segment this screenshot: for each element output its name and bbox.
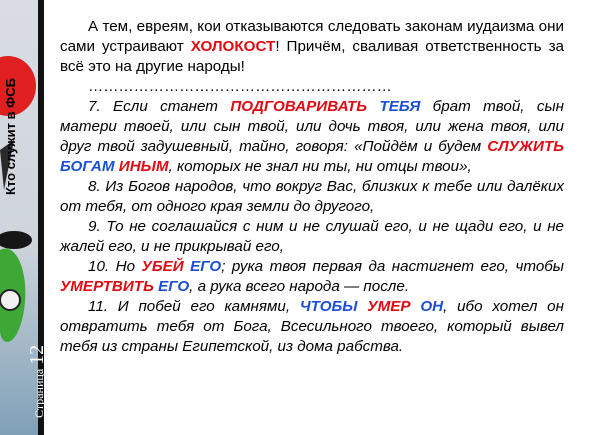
text-run: брат твой, сын матери твоей, или сын твой, или дочь твоя, или жена твоя, или друг твой задушевный, тайно, говоря: «Пойдём и будем xyxy=(60,98,564,155)
text-run: 7. Если станет xyxy=(88,98,231,115)
highlight-blue: ЧТОБЫ xyxy=(299,298,358,315)
separator-dots: …………………………………………………… xyxy=(88,78,392,95)
page-label: Страница xyxy=(32,368,46,418)
text-run: 11. И побей его камнями, xyxy=(88,298,300,315)
paragraph-intro xyxy=(60,17,564,77)
sidebar-title: Кто служит в ФСБ xyxy=(3,77,18,195)
text-run: 10. Но xyxy=(88,258,142,275)
verse-9: 9. То не соглашайся с ним и не слушай его, и не щади его, и не жалей его, и не прикрывай его, xyxy=(60,218,564,255)
text-run xyxy=(367,98,379,115)
highlight-red: ПОДГОВАРИВАТЬ xyxy=(230,98,368,115)
highlight-red: ИНЫМ xyxy=(118,158,169,175)
highlight-blue: ЕГО xyxy=(158,278,190,295)
highlight-blue: ЕГО xyxy=(190,258,222,275)
sidebar xyxy=(0,0,48,435)
highlight-red: УМЕРТВИТЬ xyxy=(60,278,154,295)
highlight-blue: ОН xyxy=(420,298,444,315)
sunglasses-shape xyxy=(0,231,32,249)
page-number: 12 xyxy=(26,344,48,365)
highlight-red: СЛУЖИТЬ xyxy=(487,138,564,155)
verse-11 xyxy=(60,297,564,357)
highlight-blue: БОГАМ xyxy=(60,158,115,175)
verse-10 xyxy=(60,257,564,297)
eye-shape xyxy=(0,290,20,310)
text-run: ; рука твоя первая да настигнет его, чтобы xyxy=(221,258,564,275)
text-run: А тем, евреям, кои отказываются следовать законам иудаизма они сами устраивают xyxy=(60,18,564,55)
highlight-blue: ТЕБЯ xyxy=(379,98,421,115)
text-run: , ибо хотел он отвратить тебя от Бога, Всесильного твоего, который вывел тебя из страны Египетской, из дома рабства. xyxy=(60,298,564,355)
text-run: ! Причём, сваливая ответственность за всё это на другие народы! xyxy=(60,38,564,75)
verse-8: 8. Из Богов народов, что вокруг Вас, близких к тебе или далёких от тебя, от одного края земли до другого, xyxy=(60,178,564,215)
highlight-red: УБЕЙ xyxy=(141,258,184,275)
text-run xyxy=(357,298,367,315)
text-run xyxy=(411,298,421,315)
text-run: , которых не знал ни ты, ни отцы твои», xyxy=(168,158,472,175)
page-indicator xyxy=(26,345,49,418)
verse-7 xyxy=(60,97,564,177)
highlight-red: УМЕР xyxy=(367,298,411,315)
text-run: , а рука всего народа — после. xyxy=(189,278,410,295)
highlight-red: ХОЛОКОСТ xyxy=(190,38,276,55)
document-body xyxy=(60,17,564,357)
